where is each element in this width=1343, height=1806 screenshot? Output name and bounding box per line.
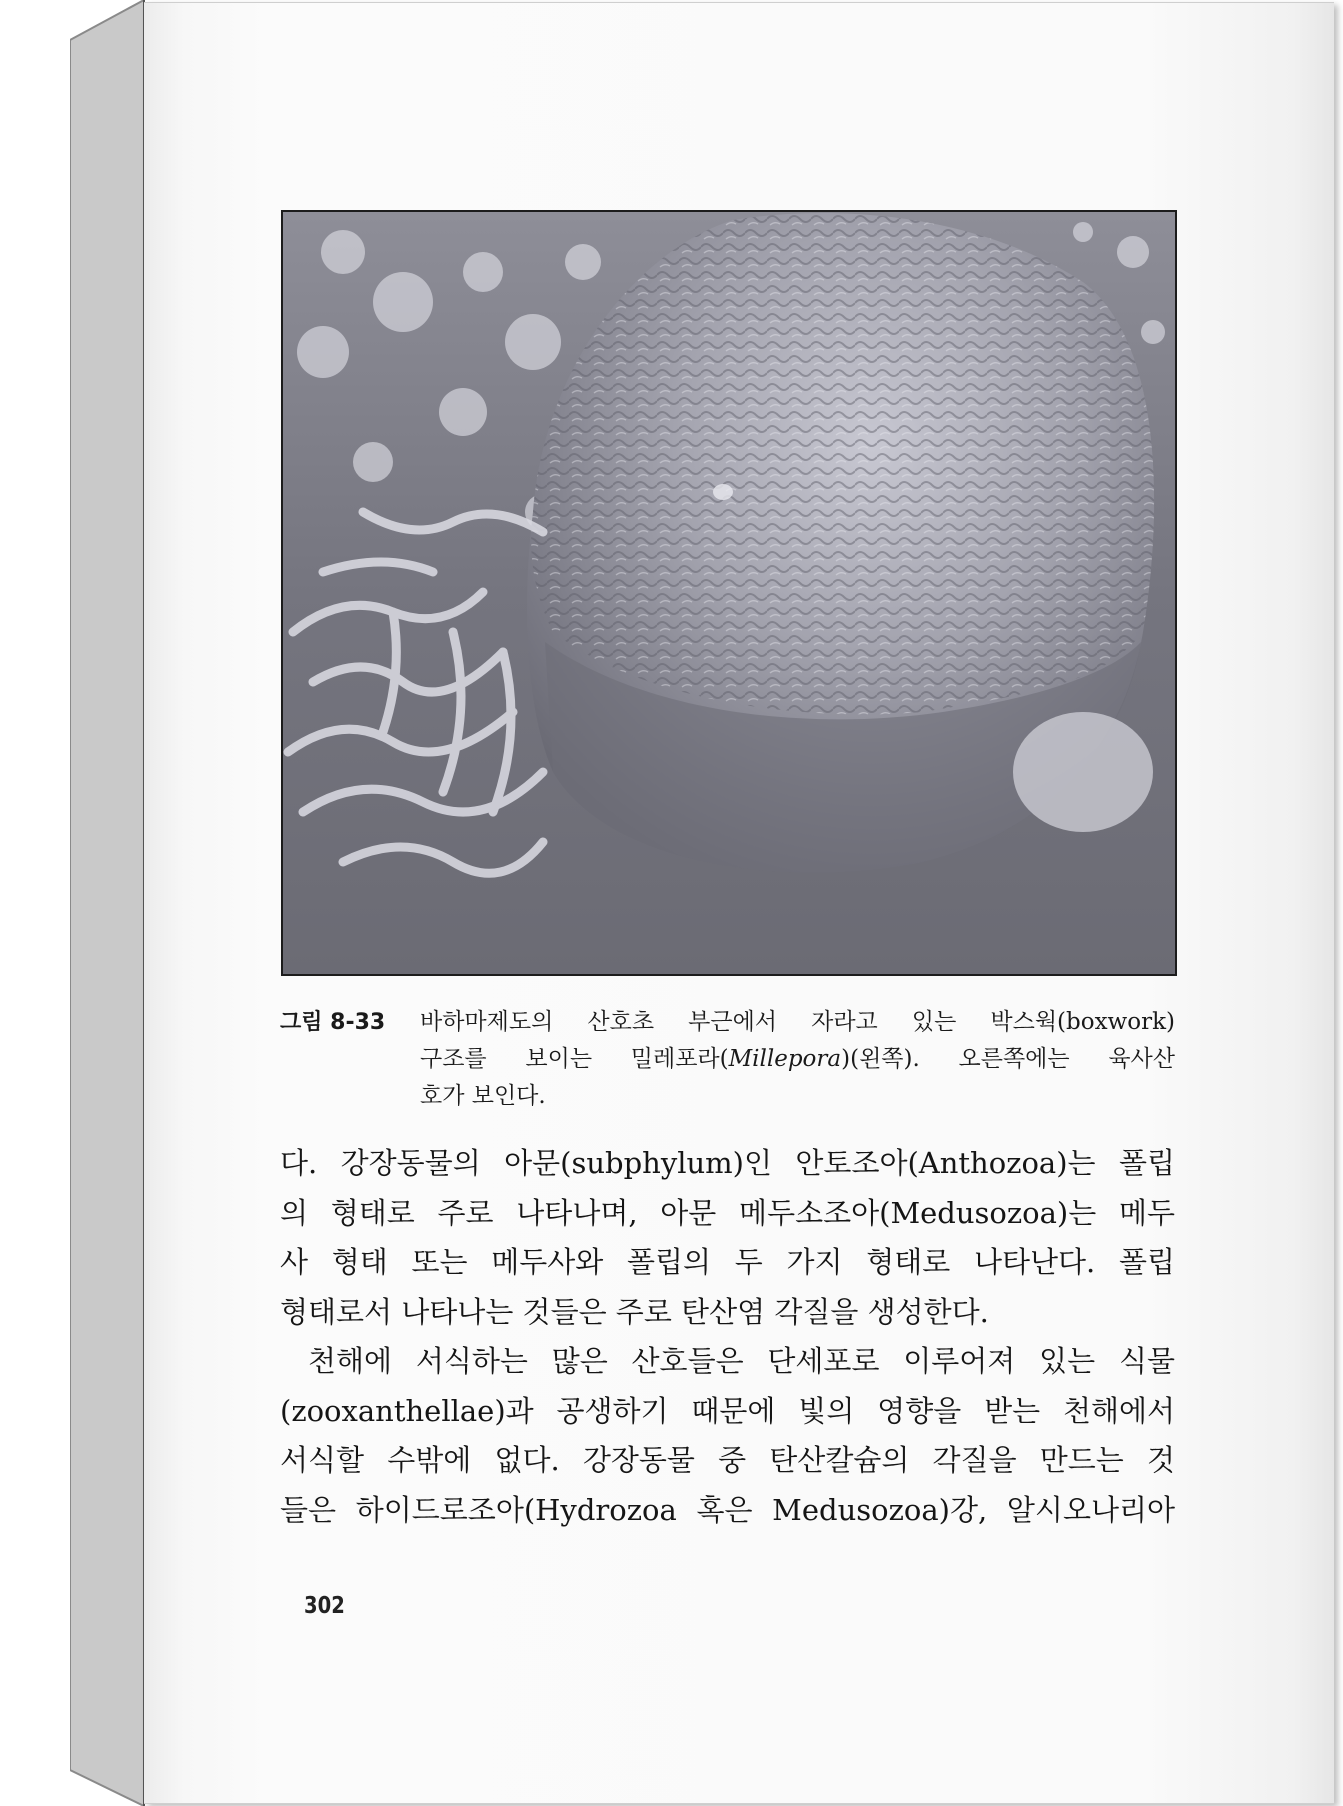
caption-line bbox=[420, 1041, 1175, 1078]
book-spine bbox=[70, 0, 146, 1806]
body-line: 사 형태 또는 메두사와 폴립의 두 가지 형태로 나타난다. 폴립 bbox=[280, 1245, 1175, 1279]
caption-line: 호가 보인다. bbox=[420, 1083, 546, 1109]
body-line: (zooxanthellae)과 공생하기 때문에 빛의 영향을 받는 천해에서 bbox=[280, 1393, 1175, 1428]
page-number: 302 bbox=[304, 1593, 345, 1619]
body-line: 천해에 서식하는 많은 산호들은 단세포로 이루어져 있는 식물 bbox=[308, 1344, 1175, 1378]
body-line: 다. 강장동물의 아문(subphylum)인 안토조아(Anthozoa)는 폴립 bbox=[280, 1146, 1175, 1180]
body-line: 의 형태로 주로 나타나며, 아문 메두소조아(Medusozoa)는 메두 bbox=[280, 1195, 1175, 1230]
book-page bbox=[144, 2, 1334, 1804]
caption-line: 바하마제도의 산호초 부근에서 자라고 있는 박스웍(boxwork) bbox=[420, 1009, 1175, 1035]
body-paragraphs bbox=[280, 1139, 1175, 1535]
body-line: 서식할 수밖에 없다. 강장동물 중 탄산칼슘의 각질을 만드는 것 bbox=[280, 1443, 1175, 1477]
body-line: 형태로서 나타나는 것들은 주로 탄산염 각질을 생성한다. bbox=[280, 1294, 989, 1329]
caption-genus-italic: Millepora bbox=[728, 1046, 842, 1072]
caption-text bbox=[420, 1004, 1175, 1115]
caption-line-pre: 구조를 보이는 밀레포라( bbox=[420, 1046, 729, 1072]
caption-line-post: )(왼쪽). 오른쪽에는 육사산 bbox=[841, 1046, 1175, 1072]
figure-label: 그림 8-33 bbox=[280, 1010, 386, 1035]
body-line: 들은 하이드로조아(Hydrozoa 혹은 Medusozoa)강, 알시오나리아 bbox=[280, 1492, 1175, 1527]
coral-photograph bbox=[281, 210, 1177, 976]
